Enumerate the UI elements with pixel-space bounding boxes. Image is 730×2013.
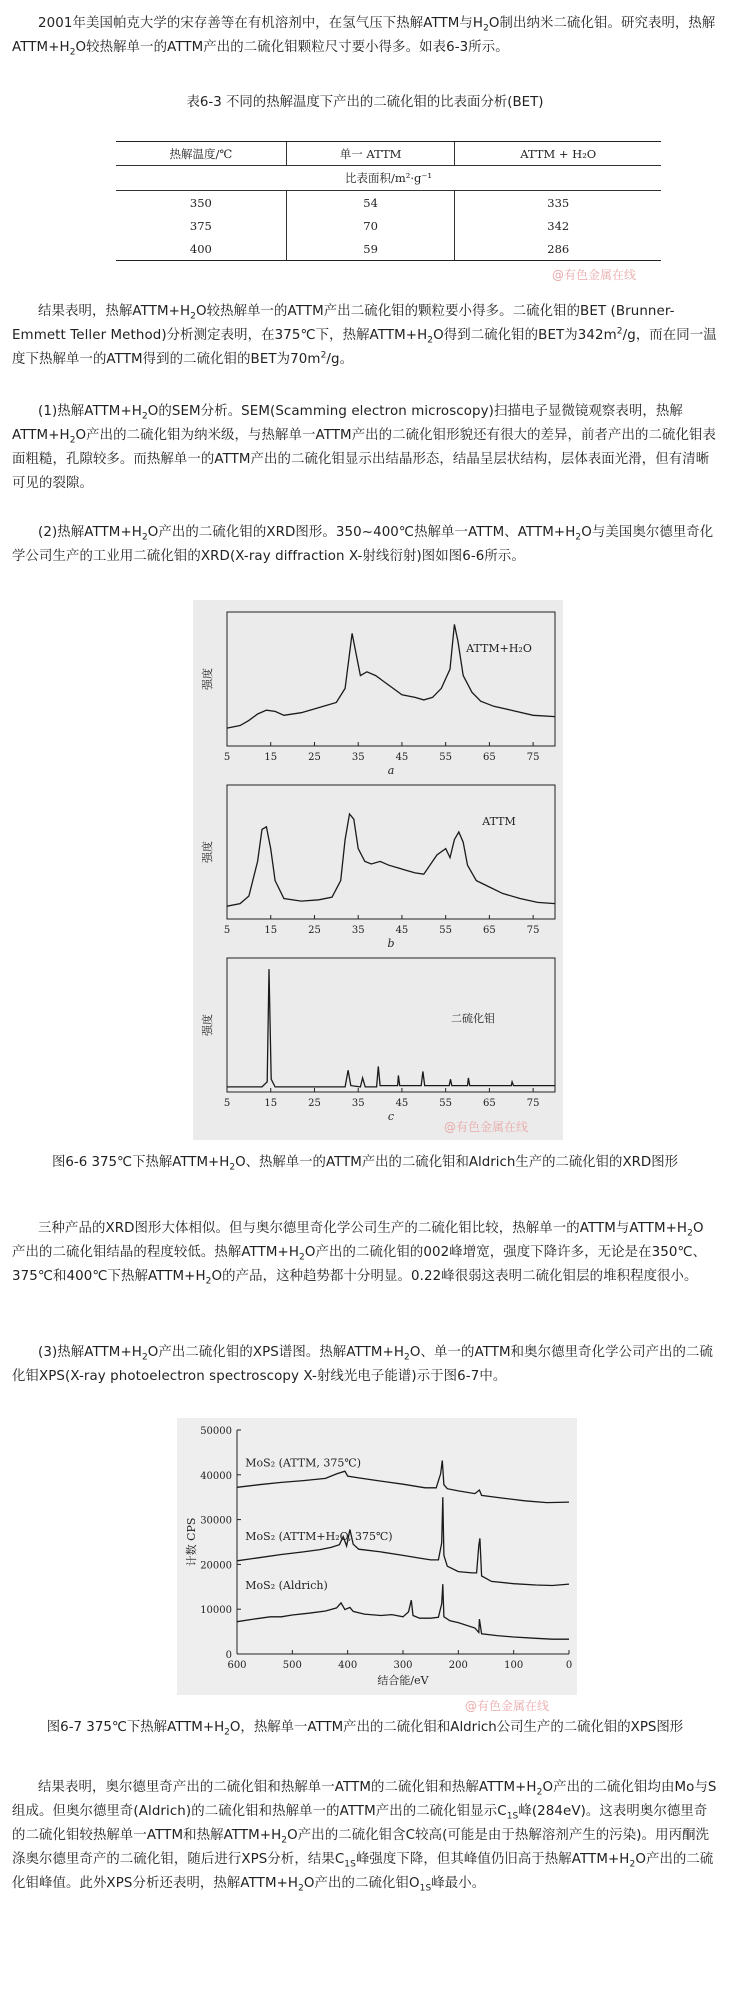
x-tick-label: 65 [483,1098,496,1109]
table-header-cell: 单一 ATTM [286,142,455,166]
x-tick-label: 15 [264,925,278,936]
series-label: MoS₂ (ATTM, 375℃) [245,1456,362,1470]
x-tick-label: 75 [526,752,540,763]
table-cell: 375 [189,218,212,233]
x-tick-label: 35 [351,1098,365,1109]
x-tick-label: 200 [448,1660,468,1671]
paragraph-5: 三种产品的XRD图形大体相似。但与奥尔德里奇化学公司生产的二硫化钼比较，热解单一的ATTM与$ATTM+H_2O$产出的二硫化钼结晶的程度较低。热解$ATTM+H_2O$产出的二硫化钼的002峰增宽，强度下降许多，无论是在350℃、375℃和400℃下热解$ATTM+H_2O$的产品，这种趋势都十分明显。0.22峰很弱这表明二硫化钼层的堆积程度很小。 [12,1221,707,1287]
x-tick-label: 15 [264,1098,278,1109]
table-cell: 400 [116,237,286,261]
table-cell: 350 [189,195,212,210]
series-label: ATTM+H₂O [466,642,532,655]
x-tick-label: 25 [308,752,321,763]
watermark: @有色金属在线 [552,268,637,282]
figure-background [193,600,563,1140]
watermark: @有色金属在线 [444,1120,529,1134]
x-tick-label: 65 [483,925,496,936]
paragraph-4: (2)热解$ATTM+H_2O$产出的二硫化钼的XRD图形。350~400℃热解单一ATTM、$ATTM+H_2O$与美国奥尔德里奇化学公司生产的工业用二硫化钼的XRD(X-ray diffraction X-射线衍射)图如图6-6所示。 [12,525,714,564]
table-header-cell: 热解温度/℃ [116,142,286,166]
paragraph-3: (1)热解$ATTM+H_2O$的SEM分析。SEM(Scamming electron microscopy)扫描电子显微镜观察表明，热解$ATTM+H_2O$产出的二硫化钼为纳米级，与热解单一ATTM产出的二硫化钼形貌还有很大的差异，前者产出的二硫化钼表面粗糙，孔隙较多。而热解单一的ATTM产出的二硫化钼显示出结晶形态，结晶呈层状结构，层体表面光滑，但有清晰可见的裂隙。 [12,404,716,491]
paragraph-2: 结果表明，热解$ATTM+H_2O$较热解单一的ATTM产出二硫化钼的颗粒要小得多。二硫化钼的BET (Brunner-Emmett Teller Method)分析测定表明，在375℃下，热解$ATTM+H_2O$得到二硫化钼的BET为$342m^2/g$，而在同一温度下热解单一的ATTM得到的二硫化钼的BET为$70m^2/g$。 [12,304,717,367]
table-cell: 335 [455,191,661,215]
x-tick-label: 5 [223,925,231,936]
x-tick-label: 35 [351,925,365,936]
x-tick-label: 25 [308,1098,321,1109]
x-tick-label: 15 [264,752,278,763]
x-tick-label: 45 [395,1098,409,1109]
table-row [116,214,661,237]
x-tick-label: 75 [526,925,540,936]
paragraph-1: 2001年美国帕克大学的宋存善等在有机溶剂中，在氢气压下热解ATTM与$H_2O$制出纳米二硫化钼。研究表明，热解$ATTM+H_2O$较热解单一的ATTM产出的二硫化钼颗粒尺寸要小得多。如表6-3所示。 [12,16,716,58]
x-tick-label: 55 [439,752,453,763]
table-header-cell: ATTM + H₂O [455,142,661,166]
y-tick-label: 10000 [200,1605,232,1617]
panel-label: c [387,1110,395,1123]
x-tick-label: 75 [526,1098,540,1109]
x-tick-label: 5 [223,1098,231,1109]
series-label: 二硫化钼 [451,1012,495,1025]
table-cell: 70 [286,214,455,237]
y-axis-label: 强度 [201,1014,214,1036]
panel-label: b [387,937,395,950]
panel-label: a [387,764,395,777]
y-axis-label: 强度 [201,668,214,690]
xps-figure [177,1418,577,1695]
y-tick-label: 30000 [200,1515,232,1527]
x-tick-label: 55 [439,1098,453,1109]
y-axis-label: 强度 [201,841,214,863]
x-axis-label: 结合能/eV [377,1674,429,1687]
y-tick-label: 50000 [200,1426,232,1437]
table-cell: 342 [455,214,661,237]
bet-table [116,141,661,261]
table-row [116,237,661,261]
x-tick-label: 5 [223,752,231,763]
figure-6-7-caption: 图6-7 375℃下热解$ATTM+H_2O$，热解单一ATTM产出的二硫化钼和Aldrich公司生产的二硫化钼的XPS图形 [46,1720,684,1738]
x-tick-label: 400 [338,1660,358,1671]
figure-6-6-caption: 图6-6 375℃下热解$ATTM+H_2O$、热解单一的ATTM产出的二硫化钼和Aldrich生产的二硫化钼的XRD图形 [51,1155,679,1173]
y-tick-label: 40000 [200,1470,232,1482]
series-label: ATTM [482,815,516,828]
x-tick-label: 100 [504,1660,524,1671]
table-unit-cell: 比表面积/m²·g⁻¹ [116,166,661,191]
table-row [116,191,661,215]
x-tick-label: 45 [395,752,409,763]
y-tick-label: 0 [225,1650,232,1661]
x-tick-label: 35 [351,752,365,763]
table-title: 表6-3 不同的热解温度下产出的二硫化钼的比表面分析(BET) [186,95,544,110]
series-label: MoS₂ (ATTM+H₂O, 375℃) [245,1529,393,1543]
x-tick-label: 0 [565,1660,573,1671]
x-tick-label: 600 [227,1660,247,1671]
table-cell: 286 [455,237,661,261]
x-tick-label: 65 [483,752,496,763]
series-label: MoS₂ (Aldrich) [245,1579,328,1593]
x-tick-label: 300 [393,1660,413,1671]
xrd-figure [193,600,563,1140]
paragraph-7: 结果表明，奥尔德里奇产出的二硫化钼和热解单一ATTM的二硫化钼和热解$ATTM+H_2O$产出的二硫化钼均由Mo与S组成。但奥尔德里奇(Aldrich)的二硫化钼和热解单一的ATTM产出的二硫化钼显示$C_{1S}$峰(284eV)。这表明奥尔德里奇的二硫化钼较热解单一ATTM和热解$ATTM+H_2O$产出的二硫化钼含C较高(可能是由于热解溶剂产生的污染)。用丙酮洗涤奥尔德里奇产的二硫化钼，随后进行XPS分析，结果$C_{1S}$峰强度下降，但其峰值仍旧高于热解$ATTM+H_2O$产出的二硫化钼峰值。此外XPS分析还表明，热解$ATTM+H_2O$产出的二硫化钼$O_{1S}$峰最小。 [12,1780,717,1894]
x-tick-label: 45 [395,925,409,936]
watermark: @有色金属在线 [465,1699,550,1713]
y-axis-label: 计数 CPS [185,1517,198,1567]
table-header-row [116,142,661,166]
table-cell: 54 [286,191,455,215]
x-tick-label: 500 [282,1660,302,1671]
table-cell: 59 [286,237,455,261]
table-unit-row [116,166,661,191]
paragraph-6: (3)热解$ATTM+H_2O$产出二硫化钼的XPS谱图。热解$ATTM+H_2O$、单一的ATTM和奥尔德里奇化学公司产出的二硫化钼XPS(X-ray photoelectron spectroscopy X-射线光电子能谱)示于图6-7中。 [12,1345,714,1384]
y-tick-label: 20000 [200,1560,232,1572]
x-tick-label: 25 [308,925,321,936]
x-tick-label: 55 [439,925,453,936]
